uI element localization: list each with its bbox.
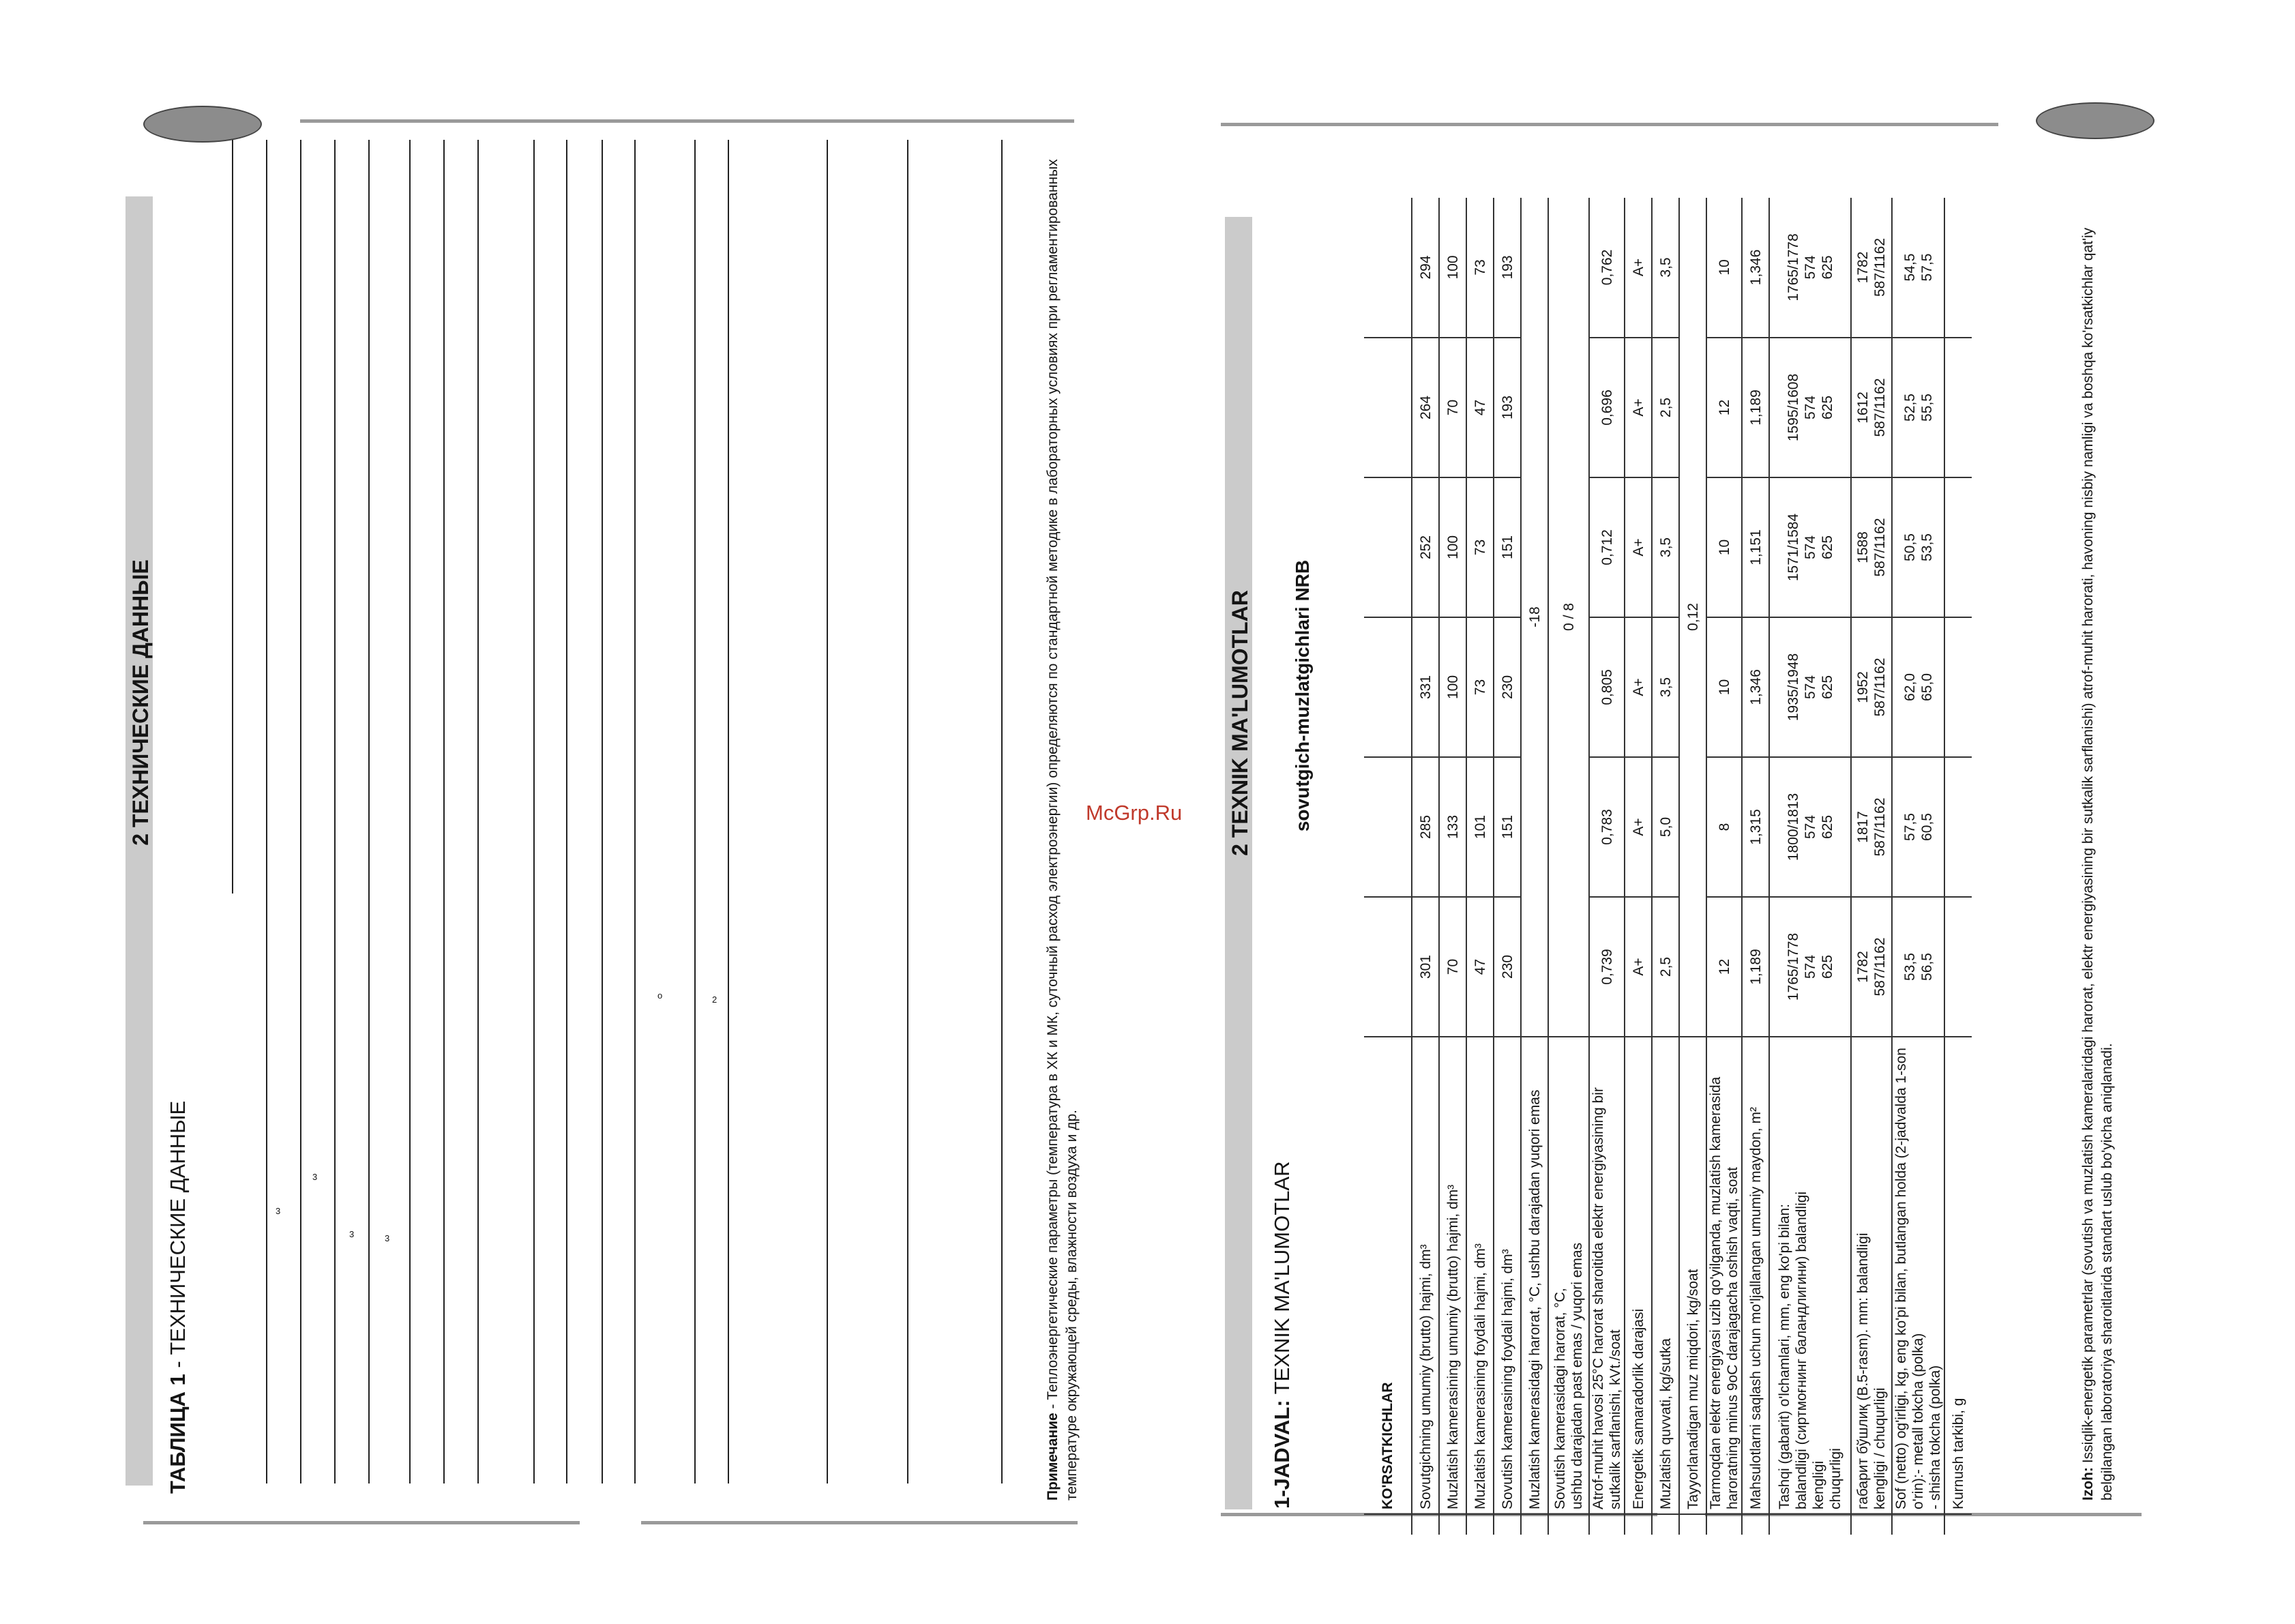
row-value: 73: [1466, 617, 1494, 757]
column-header-blank: [1364, 198, 1412, 338]
row-value: 47: [1466, 897, 1494, 1037]
row-label: Mahsulotlarni saqlash uchun mo'ljallangan umumiy maydon, m²: [1742, 1037, 1769, 1514]
row-value: 1595/1608 574 625: [1769, 338, 1851, 477]
left-superscript-mark: 3: [349, 1229, 355, 1239]
row-spacer: [1944, 1514, 1972, 1535]
left-superscript-mark: о: [657, 990, 663, 1001]
right-page-table-title-bold: 1-JADVAL:: [1270, 1400, 1294, 1509]
left-table-rule: [266, 140, 267, 1483]
left-page-bottom-rule-1: [143, 1521, 580, 1524]
row-spacer: [1521, 1514, 1548, 1535]
row-value: A+: [1625, 897, 1652, 1037]
row-value: 2,5: [1652, 897, 1679, 1037]
table-row: [1742, 198, 1769, 1535]
row-value: A+: [1625, 757, 1652, 897]
row-value: 151: [1494, 477, 1521, 617]
row-value: 10: [1706, 198, 1742, 338]
row-value: 133: [1439, 757, 1466, 897]
left-table-rule: [566, 140, 567, 1483]
row-value: [1944, 198, 1972, 338]
left-superscript-mark: 2: [712, 994, 717, 1005]
row-value: 1765/1778 574 625: [1769, 198, 1851, 338]
row-label: габарит бўшлиқ (В.5-rasm). mm: balandligi kengligi / chuqurligi: [1851, 1037, 1892, 1514]
column-header-blank: [1364, 617, 1412, 757]
row-spacer: [1851, 1514, 1892, 1535]
row-label: Tashqi (gabarit) o'lchamlari, mm, eng ko'pi bilan: balandligi (сиртмоғнинг баландлигини) balandligi kengligi chuqurligi: [1769, 1037, 1851, 1514]
table-row: [1944, 198, 1972, 1535]
row-value: 294: [1412, 198, 1439, 338]
row-value: 1765/1778 574 625: [1769, 897, 1851, 1037]
row-value: [1944, 757, 1972, 897]
table-row: [1548, 198, 1589, 1535]
watermark: McGrp.Ru: [1086, 801, 1183, 825]
column-header-blank: [1364, 897, 1412, 1037]
row-value: 1782 587/1162: [1851, 198, 1892, 338]
left-table-rule: [634, 140, 636, 1483]
row-value: 62,0 65,0: [1892, 617, 1944, 757]
row-value: 0,739: [1589, 897, 1625, 1037]
row-value: 1817 587/1162: [1851, 757, 1892, 897]
row-label: Muzlatish kamerasining foydali hajmi, dm³: [1466, 1037, 1494, 1514]
row-value: 230: [1494, 617, 1521, 757]
row-value: 1588 587/1162: [1851, 477, 1892, 617]
left-table-rule: [443, 140, 445, 1483]
row-value: [1944, 617, 1972, 757]
row-spacer: [1769, 1514, 1851, 1535]
row-label: Atrof-muhit havosi 25°C harorat sharoitida elektr energiyasining bir sutkalik sarflanishi, kVt./soat: [1589, 1037, 1625, 1514]
row-value: 0,762: [1589, 198, 1625, 338]
row-value: 100: [1439, 617, 1466, 757]
left-table-rule: [694, 140, 696, 1483]
right-page-note-label: Izoh:: [2080, 1467, 2096, 1501]
row-value: 193: [1494, 338, 1521, 477]
row-value: 1612 587/1162: [1851, 338, 1892, 477]
row-span-value: 0,12: [1679, 198, 1706, 1037]
row-label: Sof (netto) og'irligi, kg, eng ko'pi bilan, butlangan holda (2-jadvalda 1-son o'rin):- metall tokcha (polka) - shisha tokcha (polka): [1892, 1037, 1944, 1514]
left-table-rule: [368, 140, 370, 1483]
row-value: A+: [1625, 617, 1652, 757]
row-value: A+: [1625, 338, 1652, 477]
column-header-blank: [1364, 338, 1412, 477]
row-value: A+: [1625, 198, 1652, 338]
row-label: Kurnush tarkibi, g: [1944, 1037, 1972, 1514]
right-page-note: [2079, 157, 2140, 1501]
row-spacer: [1494, 1514, 1521, 1535]
row-value: 285: [1412, 757, 1439, 897]
row-value: 2,5: [1652, 338, 1679, 477]
row-label: Sovutgichning umumiy (brutto) hajmi, dm³: [1412, 1037, 1439, 1514]
row-value: 1952 587/1162: [1851, 617, 1892, 757]
row-value: [1944, 338, 1972, 477]
technical-data-table-grid: [1364, 198, 1972, 1535]
row-value: 10: [1706, 477, 1742, 617]
row-value: 0,783: [1589, 757, 1625, 897]
right-page-note-text: Issiqlik-energetik parametrlar (sovutish va muzlatish kameralaridagi harorat, elektr energiyasining bir sutkalik sarflanishi) atrof-muhit harorati, havoning nisbiy namligi va boshqa ko'rsatkichlar qat'iy belgilangan laboratoriya sharoitlarida standart uslub bo'yicha aniqlanadi.: [2080, 227, 2115, 1501]
row-label: Muzlatish kamerasidagi harorat, °C, ushbu darajadan yuqori emas: [1521, 1037, 1548, 1514]
left-page-number-oval: [143, 106, 262, 143]
row-value: 193: [1494, 198, 1521, 338]
row-value: 73: [1466, 198, 1494, 338]
row-value: 52,5 55,5: [1892, 338, 1944, 477]
row-span-value: 0 / 8: [1548, 198, 1589, 1037]
row-value: 3,5: [1652, 198, 1679, 338]
row-spacer: [1625, 1514, 1652, 1535]
row-value: 1,151: [1742, 477, 1769, 617]
left-page-top-rule: [300, 119, 1074, 123]
table-header-row: [1364, 198, 1412, 1535]
left-page-note-label: Примечание: [1045, 1413, 1061, 1501]
row-label: Tayyorlanadigan muz miqdori, kg/soat: [1679, 1037, 1706, 1514]
right-page-top-rule: [1221, 123, 1998, 126]
row-label: Muzlatish quvvati, kg/sutka: [1652, 1037, 1679, 1514]
table-row: [1494, 198, 1521, 1535]
row-label: Muzlatish kamerasining umumiy (brutto) hajmi, dm³: [1439, 1037, 1466, 1514]
row-value: A+: [1625, 477, 1652, 617]
row-value: 70: [1439, 338, 1466, 477]
left-page-section-header: 2 ТЕХНИЧЕСКИЕ ДАННЫЕ: [128, 559, 153, 846]
row-value: 100: [1439, 477, 1466, 617]
row-value: 0,696: [1589, 338, 1625, 477]
row-label: Sovutish kamerasining foydali hajmi, dm³: [1494, 1037, 1521, 1514]
left-superscript-mark: 3: [276, 1206, 281, 1216]
row-value: 1800/1813 574 625: [1769, 757, 1851, 897]
row-value: 0,712: [1589, 477, 1625, 617]
table-header-spacer: [1364, 1514, 1412, 1535]
row-value: 1,189: [1742, 338, 1769, 477]
left-table-rule: [409, 140, 411, 1483]
right-page-table-title-rest: TEXNIK MA'LUMOTLAR: [1270, 1161, 1294, 1400]
table-row: [1439, 198, 1466, 1535]
row-span-value: -18: [1521, 198, 1548, 1037]
table-row: [1679, 198, 1706, 1535]
row-value: 100: [1439, 198, 1466, 338]
row-value: 264: [1412, 338, 1439, 477]
left-table-rule: [827, 140, 828, 1483]
table-row: [1625, 198, 1652, 1535]
left-table-rule: [1001, 140, 1003, 1483]
row-value: 8: [1706, 757, 1742, 897]
row-spacer: [1679, 1514, 1706, 1535]
left-table-rule: [728, 140, 729, 1483]
row-value: 3,5: [1652, 477, 1679, 617]
row-spacer: [1742, 1514, 1769, 1535]
row-value: 301: [1412, 897, 1439, 1037]
table-row: [1589, 198, 1625, 1535]
row-value: 1935/1948 574 625: [1769, 617, 1851, 757]
row-spacer: [1892, 1514, 1944, 1535]
row-value: 1571/1584 574 625: [1769, 477, 1851, 617]
row-spacer: [1652, 1514, 1679, 1535]
row-spacer: [1589, 1514, 1625, 1535]
row-value: 1,346: [1742, 198, 1769, 338]
left-table-rule: [300, 140, 301, 1483]
left-table-rule: [533, 140, 535, 1483]
row-spacer: [1706, 1514, 1742, 1535]
row-value: 1,315: [1742, 757, 1769, 897]
row-value: 101: [1466, 757, 1494, 897]
row-value: 73: [1466, 477, 1494, 617]
column-header-blank: [1364, 477, 1412, 617]
left-table-column-divider: [232, 140, 233, 894]
left-table-rule: [907, 140, 908, 1483]
row-label: Sovutish kamerasidagi harorat, °C, ushbu darajadan past emas / yuqori emas: [1548, 1037, 1589, 1514]
row-value: 1,189: [1742, 897, 1769, 1037]
left-page-bottom-rule-2: [641, 1521, 1078, 1524]
row-label: Tarmoqdan elektr energiyasi uzib qo'yilganda, muzlatish kamerasida haroratning minus 9oC darajagacha oshish vaqti, soat: [1706, 1037, 1742, 1514]
row-value: 3,5: [1652, 617, 1679, 757]
row-value: 230: [1494, 897, 1521, 1037]
row-spacer: [1548, 1514, 1589, 1535]
left-page-table-title: [164, 975, 192, 1494]
row-value: 57,5 60,5: [1892, 757, 1944, 897]
left-superscript-mark: 3: [385, 1233, 390, 1243]
row-value: 10: [1706, 617, 1742, 757]
row-spacer: [1412, 1514, 1439, 1535]
left-page-table-title-bold: ТАБЛИЦА 1: [166, 1374, 190, 1494]
left-page-note-text: - Теплоэнергетические параметры (температура в ХК и МК, суточный расход электроэнергии) определяются по стандартной методике в лабораторных условиях при регламентированных температуре окружающей среды, влажности воздуха и др.: [1045, 159, 1080, 1501]
row-value: 331: [1412, 617, 1439, 757]
row-value: 70: [1439, 897, 1466, 1037]
row-value: [1944, 897, 1972, 1037]
table-row: [1892, 198, 1944, 1535]
row-spacer: [1439, 1514, 1466, 1535]
table-row: [1769, 198, 1851, 1535]
left-superscript-mark: 3: [312, 1172, 318, 1182]
row-value: 1782 587/1162: [1851, 897, 1892, 1037]
right-page-section-header: 2 TEXNIK MA'LUMOTLAR: [1228, 590, 1252, 856]
row-value: [1944, 477, 1972, 617]
row-value: 12: [1706, 338, 1742, 477]
row-value: 12: [1706, 897, 1742, 1037]
left-table-rule: [334, 140, 336, 1483]
left-table-rule: [477, 140, 479, 1483]
table-row: [1412, 198, 1439, 1535]
model-group-title: sovutgich-muzlatgichlari NRB: [1292, 559, 1313, 832]
row-spacer: [1466, 1514, 1494, 1535]
row-value: 252: [1412, 477, 1439, 617]
row-value: 1,346: [1742, 617, 1769, 757]
column-header-blank: [1364, 757, 1412, 897]
technical-data-table: [1364, 198, 1966, 1535]
row-value: 54,5 57,5: [1892, 198, 1944, 338]
left-page-table-title-rest: - ТЕХНИЧЕСКИЕ ДАННЫЕ: [166, 1100, 190, 1374]
table-row: [1851, 198, 1892, 1535]
right-page-number-oval: [2036, 102, 2155, 139]
left-table-rule: [602, 140, 603, 1483]
table-row: [1706, 198, 1742, 1535]
row-value: 0,805: [1589, 617, 1625, 757]
row-value: 5,0: [1652, 757, 1679, 897]
row-value: 53,5 56,5: [1892, 897, 1944, 1037]
table-row: [1652, 198, 1679, 1535]
row-value: 50,5 53,5: [1892, 477, 1944, 617]
row-value: 151: [1494, 757, 1521, 897]
row-label: Energetik samaradorlik darajasi: [1625, 1037, 1652, 1514]
table-row: [1466, 198, 1494, 1535]
table-row: [1521, 198, 1548, 1535]
column-header-indicators: KO'RSATKICHLAR: [1364, 1037, 1412, 1514]
row-value: 47: [1466, 338, 1494, 477]
